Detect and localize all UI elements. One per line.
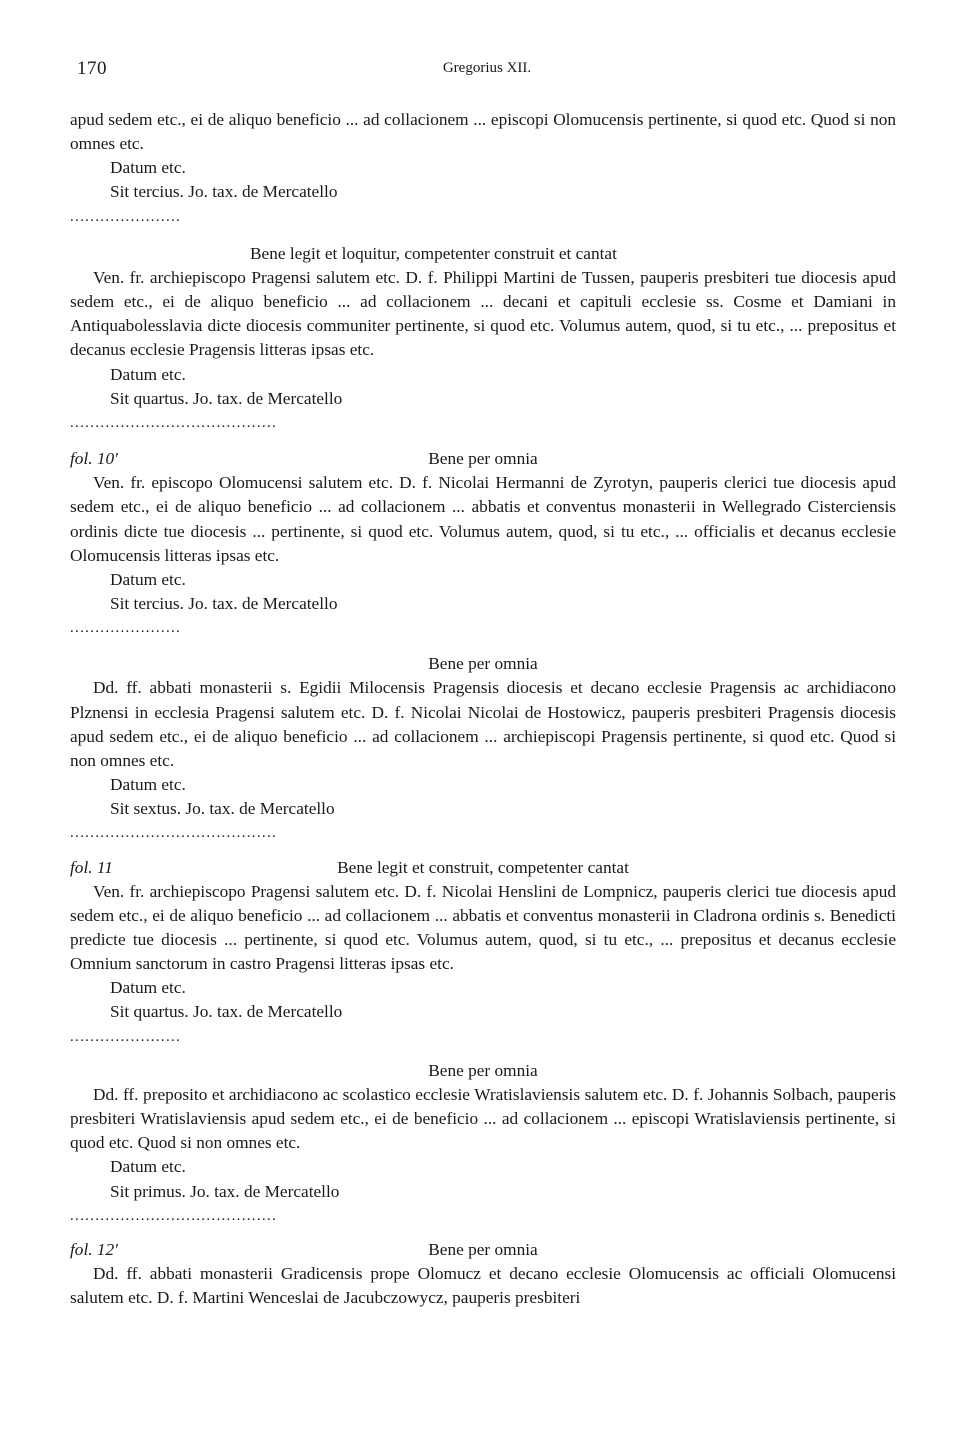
letter-entry — [70, 242, 896, 435]
folio-row — [70, 1238, 896, 1262]
separator-dots: ......................................... — [70, 825, 278, 842]
separator-dots: ...................... — [70, 620, 182, 637]
letter-datum: Datum etc. — [110, 569, 186, 589]
page-header — [77, 58, 897, 82]
letter-text: Dd. ff. abbati monasterii Gradicensis prope Olomucz et decano ecclesie Olomucensis ac officiali Olomucensi salutem etc. D. f. Martini Wenceslai de Jacubczowycz, pauperis presbiteri — [70, 1264, 896, 1308]
letter-text: Ven. fr. episcopo Olomucensi salutem etc. D. f. Nicolai Hermanni de Zyrotyn, pauperis clerici tue diocesis apud sedem etc., ei de aliquo beneficio ... ad collacionem ... abbatis et conventus monasterii in Wellegrado Cisterciensis ordinis dicte tue diocesis ... pertinente, si quod etc. Volumus autem, quod, si tu etc., ... officialis et decanus ecclesie Olomucensis litteras ipsas etc. — [70, 473, 896, 565]
separator-dots: ...................... — [70, 208, 182, 225]
examination-note: Bene legit et loquitur, competenter construit et cantat — [250, 243, 617, 263]
folio-row — [70, 856, 896, 880]
page-number: 170 — [77, 58, 107, 79]
examination-note: Bene per omnia — [428, 1060, 538, 1080]
letter-signature: Sit primus. Jo. tax. de Mercatello — [110, 1181, 340, 1201]
separator-dots: ......................................... — [70, 1207, 278, 1224]
folio-reference: fol. 11 — [70, 857, 113, 877]
letter-entry — [70, 1238, 896, 1310]
letter-signature: Sit tercius. Jo. tax. de Mercatello — [110, 593, 338, 613]
examination-note: Bene legit et construit, competenter cantat — [337, 857, 629, 877]
examination-note: Bene per omnia — [428, 449, 538, 469]
letter-datum: Datum etc. — [110, 158, 186, 178]
separator-dots: ...................... — [70, 1028, 182, 1045]
running-title: Gregorius XII. — [442, 60, 532, 76]
letter-entry — [70, 447, 896, 640]
letter-datum: Datum etc. — [110, 978, 186, 998]
letter-text: Ven. fr. archiepiscopo Pragensi salutem etc. D. f. Philippi Martini de Tussen, pauperis presbiteri tue diocesis apud sedem etc., ei de aliquo beneficio ... ad collacionem ... decani et capituli ecclesie ss. Cosme et Damiani in Antiquabolesslavia dicte diocesis communiter pertinente, si quod etc. Volumus autem, quod, si tu etc., ... prepositus et decanus ecclesie Pragensis litteras ipsas etc. — [70, 267, 896, 360]
folio-row — [70, 447, 896, 471]
examination-note: Bene per omnia — [428, 1239, 538, 1259]
letter-signature: Sit sextus. Jo. tax. de Mercatello — [110, 799, 335, 819]
letter-datum: Datum etc. — [110, 1157, 186, 1177]
letter-text: apud sedem etc., ei de aliquo beneficio ... ad collacionem ... episcopi Olomucensis pertinente, si quod etc. Quod si non omnes etc. — [70, 110, 896, 154]
letter-text: Dd. ff. abbati monasterii s. Egidii Milocensis Pragensis diocesis et decano ecclesie Pragensis ac archidiacono Plznensi in ecclesia Pragensi salutem etc. D. f. Nicolai Nicolai de Hostowicz, pauperis presbiteri Pragensis diocesis apud sedem etc., ei de aliquo beneficio ... ad collacionem ... archiepiscopi Pragensis pertinente, si quod etc. Quod si non omnes etc. — [70, 678, 896, 770]
letter-signature: Sit tercius. Jo. tax. de Mercatello — [110, 182, 338, 202]
letter-signature: Sit quartus. Jo. tax. de Mercatello — [110, 1002, 343, 1022]
separator-dots: ......................................... — [70, 414, 278, 431]
letter-entry — [70, 652, 896, 845]
letter-signature: Sit quartus. Jo. tax. de Mercatello — [110, 388, 343, 408]
examination-note: Bene per omnia — [428, 654, 538, 674]
letter-entry — [70, 856, 896, 1049]
letter-datum: Datum etc. — [110, 775, 186, 795]
folio-reference: fol. 10' — [70, 449, 118, 469]
letter-text: Ven. fr. archiepiscopo Pragensi salutem etc. D. f. Nicolai Henslini de Lompnicz, pauperis clerici tue diocesis apud sedem etc., ei de aliquo beneficio ... ad collacionem ... abbatis et conventus monasterii in Cladrona ordinis s. Benedicti predicte tue diocesis ... pertinente, si quod etc. Volumus autem, quod, si tu etc., ... prepositus et decanus ecclesie Omnium sanctorum in castro Pragensi litteras ipsas etc. — [70, 881, 896, 974]
letter-entry — [70, 108, 896, 229]
document-body — [70, 108, 896, 1310]
letter-entry — [70, 1059, 896, 1228]
folio-reference: fol. 12' — [70, 1239, 118, 1259]
letter-text: Dd. ff. preposito et archidiacono ac scolastico ecclesie Wratislaviensis salutem etc. D. f. Johannis Solbach, pauperis presbiteri Wratislaviensis apud sedem etc., ei de beneficio ... ad collacionem ... episcopi Wratislaviensis pertinente, si quod etc. Quod si non omnes etc. — [70, 1084, 896, 1153]
letter-datum: Datum etc. — [110, 364, 186, 384]
